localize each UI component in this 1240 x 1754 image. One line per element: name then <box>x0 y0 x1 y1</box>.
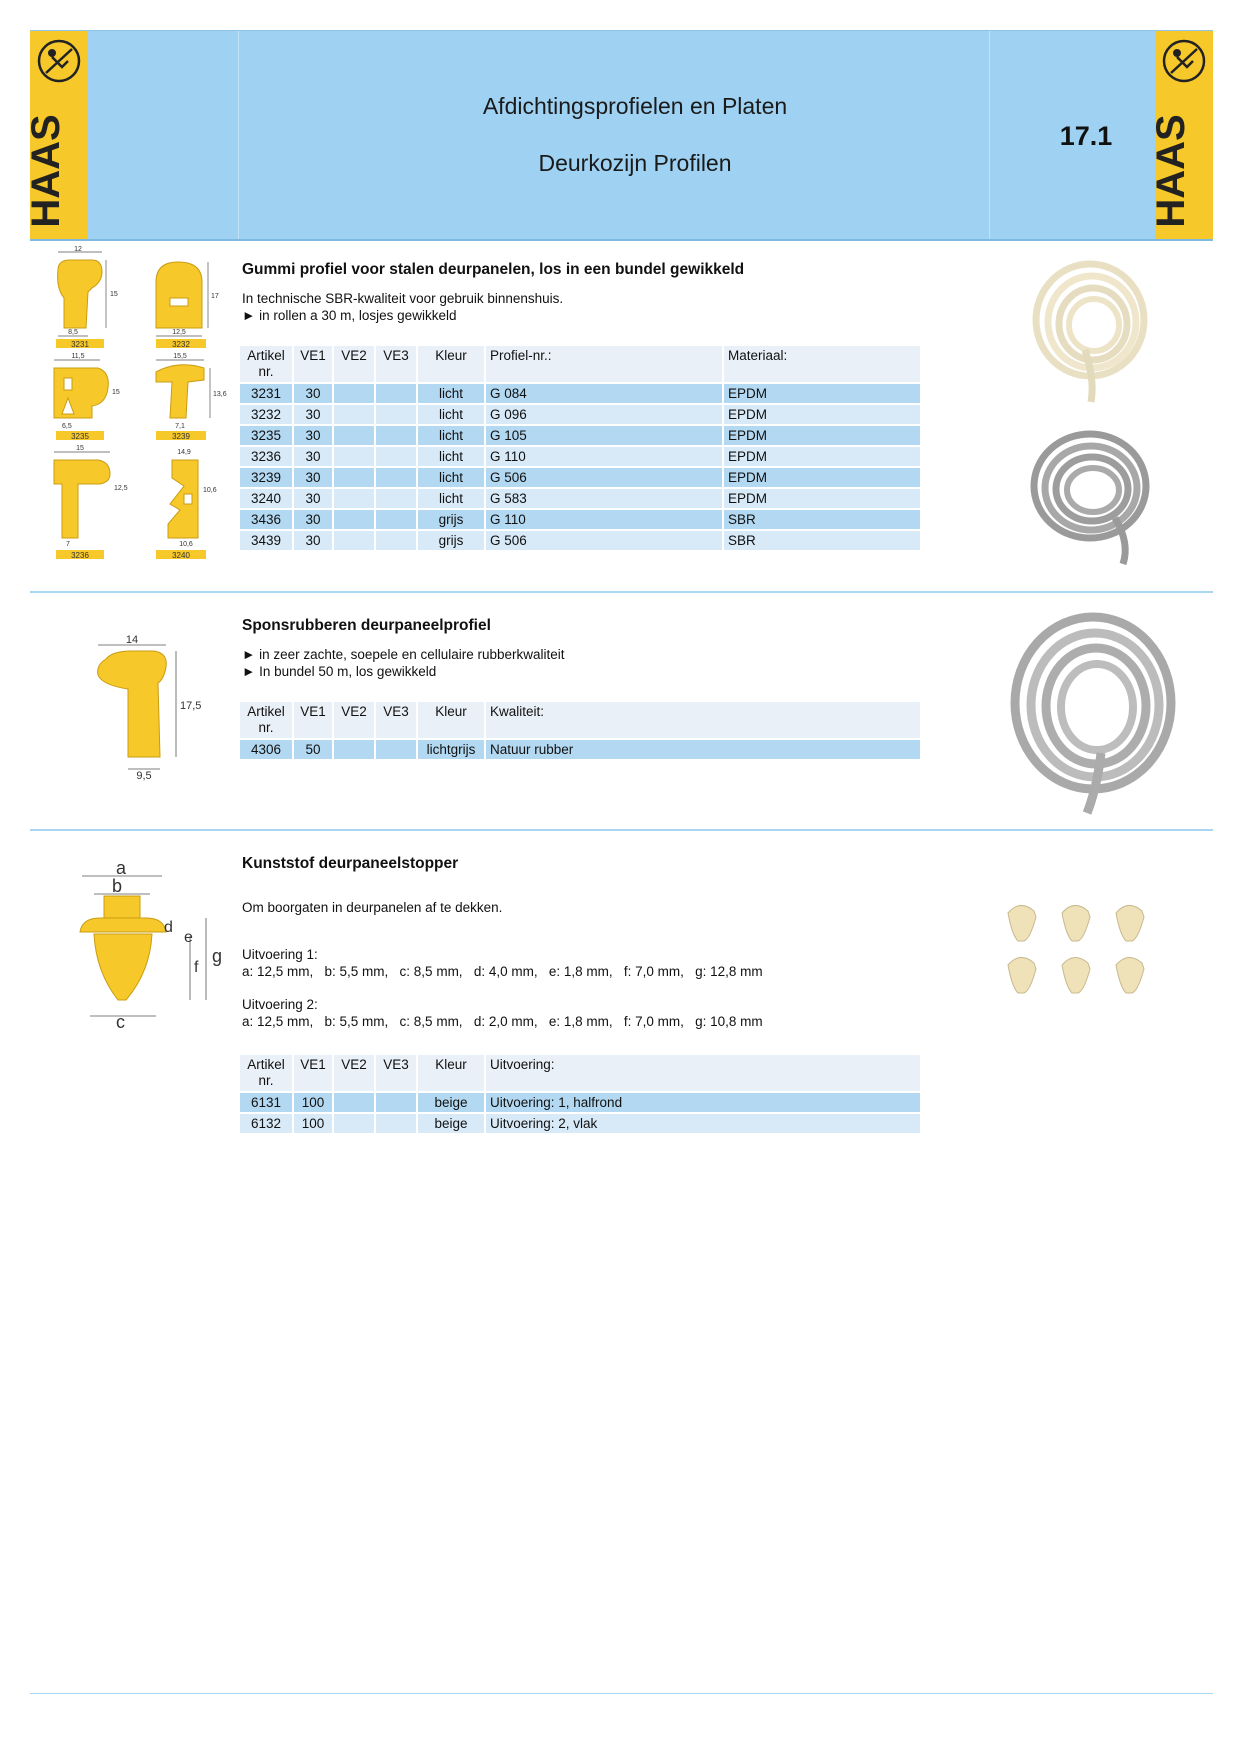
drawing-3235 <box>54 353 120 441</box>
section-desc-line: Uitvoering 1: <box>242 947 318 962</box>
product-table-stopper <box>238 1053 922 1135</box>
svg-text:f: f <box>194 959 199 976</box>
svg-text:3236: 3236 <box>71 551 89 560</box>
svg-text:d: d <box>164 919 173 936</box>
col-header: VE2 <box>334 346 374 382</box>
svg-text:17: 17 <box>211 293 219 300</box>
section-desc-line: Om boorgaten in deurpanelen af te dekken. <box>242 900 503 915</box>
haas-logo-right <box>1149 31 1213 239</box>
col-header: Materiaal: <box>724 346 920 382</box>
svg-text:b: b <box>112 876 123 896</box>
haas-logo <box>24 31 88 239</box>
svg-text:17,5: 17,5 <box>180 700 202 712</box>
drawing-3236 <box>54 445 128 560</box>
svg-text:9,5: 9,5 <box>136 770 152 782</box>
table-row: 3235 30 licht G 105 EPDM <box>240 426 920 445</box>
section-title-stopper: Kunststof deurpaneelstopper <box>242 855 459 872</box>
svg-text:HAAS: HAAS <box>1149 114 1193 228</box>
svg-text:15: 15 <box>76 445 84 452</box>
page-subtitle: Deurkozijn Profilen <box>538 150 732 176</box>
section-title-gummi: Gummi profiel voor stalen deurpanelen, los in een bundel gewikkeld <box>242 261 745 278</box>
svg-text:g: g <box>212 946 223 966</box>
product-photo-grey-coil <box>1025 418 1155 568</box>
svg-text:8,5: 8,5 <box>68 329 78 336</box>
svg-text:12: 12 <box>74 246 82 253</box>
table-row: 3231 30 licht G 084 EPDM <box>240 384 920 403</box>
col-header: VE2 <box>334 702 374 738</box>
svg-text:c: c <box>116 1012 125 1032</box>
col-header: Artikel nr. <box>240 1055 292 1091</box>
profile-drawings <box>48 248 258 576</box>
sponge-profile-drawing <box>88 633 218 783</box>
svg-text:HAAS: HAAS <box>24 114 68 228</box>
col-header: Uitvoering: <box>486 1055 920 1091</box>
svg-text:7: 7 <box>66 541 70 548</box>
drawing-3232 <box>156 262 219 349</box>
product-table-gummi <box>238 344 922 552</box>
col-header: Kleur <box>418 1055 484 1091</box>
page-number: 17.1 <box>1059 121 1113 151</box>
page-title: Afdichtingsprofielen en Platen <box>482 93 788 119</box>
svg-text:3235: 3235 <box>71 432 89 441</box>
section-desc-line: a: 12,5 mm, b: 5,5 mm, c: 8,5 mm, d: 4,0 mm, e: 1,8 mm, f: 7,0 mm, g: 12,8 mm <box>242 964 763 979</box>
svg-text:10,6: 10,6 <box>203 487 217 494</box>
col-header: VE1 <box>294 346 332 382</box>
svg-text:11,5: 11,5 <box>71 353 85 360</box>
section-desc-line: In technische SBR-kwaliteit voor gebruik binnenshuis. <box>242 291 564 306</box>
svg-text:15,5: 15,5 <box>173 353 187 360</box>
svg-text:15: 15 <box>110 291 118 298</box>
svg-text:12,5: 12,5 <box>172 329 186 336</box>
col-header: Artikel nr. <box>240 346 292 382</box>
table-row: 3239 30 licht G 506 EPDM <box>240 468 920 487</box>
svg-text:7,1: 7,1 <box>175 423 185 430</box>
svg-text:13,6: 13,6 <box>213 391 227 398</box>
page-header <box>24 30 1213 241</box>
col-header: VE1 <box>294 702 332 738</box>
section-divider <box>30 591 1213 593</box>
section-desc-line: ► In bundel 50 m, los gewikkeld <box>242 664 437 679</box>
svg-text:3231: 3231 <box>71 340 89 349</box>
table-row: 3439 30 grijs G 506 SBR <box>240 531 920 550</box>
product-photo-sponge-coil <box>1005 603 1180 818</box>
drawing-3240 <box>156 449 217 560</box>
col-header: VE3 <box>376 702 416 738</box>
svg-text:14,9: 14,9 <box>177 449 191 456</box>
col-header: Kleur <box>418 702 484 738</box>
col-header: Profiel-nr.: <box>486 346 722 382</box>
col-header: VE2 <box>334 1055 374 1091</box>
table-row: 3240 30 licht G 583 EPDM <box>240 489 920 508</box>
table-row: 6131 100 beige Uitvoering: 1, halfrond <box>240 1093 920 1112</box>
drawing-3231 <box>56 246 118 349</box>
col-header: Kwaliteit: <box>486 702 920 738</box>
svg-text:14: 14 <box>125 634 139 646</box>
svg-text:3240: 3240 <box>172 551 190 560</box>
svg-text:6,5: 6,5 <box>62 423 72 430</box>
section-divider <box>30 829 1213 831</box>
drawing-3239 <box>156 353 227 441</box>
table-row: 3232 30 licht G 096 EPDM <box>240 405 920 424</box>
svg-text:3239: 3239 <box>172 432 190 441</box>
col-header: Artikel nr. <box>240 702 292 738</box>
col-header: Kleur <box>418 346 484 382</box>
stopper-drawing <box>70 860 240 1030</box>
section-desc-line: ► in zeer zachte, soepele en cellulaire rubberkwaliteit <box>242 647 565 662</box>
product-photo-stoppers <box>1000 895 1200 1010</box>
svg-text:3232: 3232 <box>172 340 190 349</box>
svg-text:12,5: 12,5 <box>114 485 128 492</box>
product-photo-white-coil <box>1025 250 1155 410</box>
section-desc-line: Uitvoering 2: <box>242 997 318 1012</box>
svg-text:10,6: 10,6 <box>179 541 193 548</box>
product-table-spons <box>238 700 922 761</box>
svg-text:e: e <box>184 929 193 946</box>
table-row: 3436 30 grijs G 110 SBR <box>240 510 920 529</box>
footer-divider <box>30 1693 1213 1694</box>
section-desc-line: a: 12,5 mm, b: 5,5 mm, c: 8,5 mm, d: 2,0 mm, e: 1,8 mm, f: 7,0 mm, g: 10,8 mm <box>242 1014 763 1029</box>
section-title-spons: Sponsrubberen deurpaneelprofiel <box>242 617 491 634</box>
table-row: 4306 50 lichtgrijs Natuur rubber <box>240 740 920 759</box>
svg-text:a: a <box>116 858 127 878</box>
table-row: 6132 100 beige Uitvoering: 2, vlak <box>240 1114 920 1133</box>
col-header: VE3 <box>376 346 416 382</box>
col-header: VE3 <box>376 1055 416 1091</box>
table-row: 3236 30 licht G 110 EPDM <box>240 447 920 466</box>
section-desc-line: ► in rollen a 30 m, losjes gewikkeld <box>242 308 457 323</box>
col-header: VE1 <box>294 1055 332 1091</box>
svg-text:15: 15 <box>112 389 120 396</box>
